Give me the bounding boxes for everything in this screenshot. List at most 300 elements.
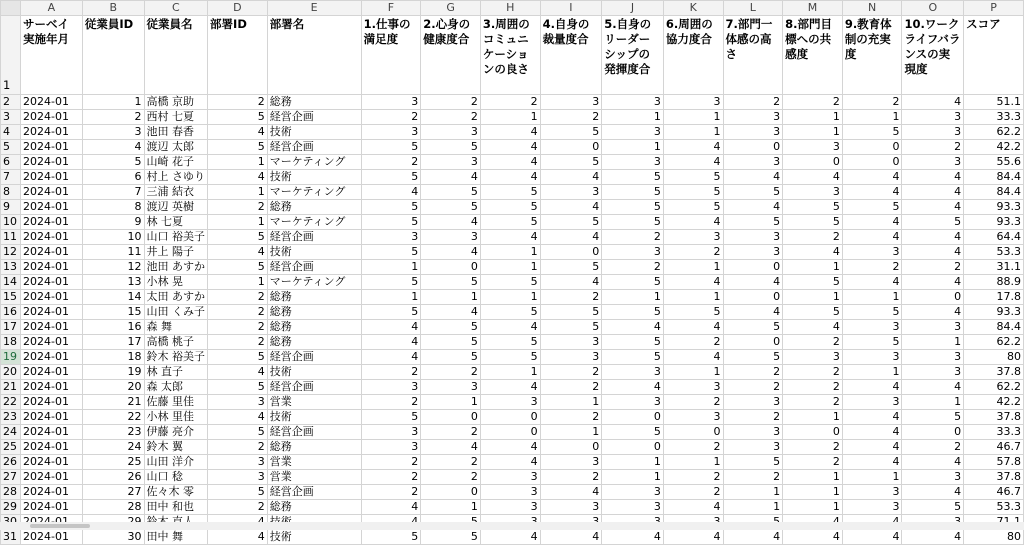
table-cell[interactable]: 5 [842,125,902,140]
column-header-p[interactable]: P [964,1,1024,16]
table-cell[interactable]: 5 [602,170,664,185]
table-cell[interactable]: 5 [421,335,481,350]
table-cell[interactable]: 4 [208,530,268,545]
table-cell[interactable]: 技術 [267,125,361,140]
table-cell[interactable]: 8 [82,200,144,215]
table-cell[interactable]: 2 [842,260,902,275]
table-cell[interactable]: 2024-01 [20,530,82,545]
table-cell[interactable]: 23 [82,425,144,440]
table-cell[interactable]: 5 [208,380,268,395]
table-cell[interactable]: 5 [602,335,664,350]
table-cell[interactable]: 1 [783,290,843,305]
table-cell[interactable]: 渡辺 太郎 [144,140,208,155]
table-cell[interactable]: 2 [902,440,964,455]
table-cell[interactable]: 営業 [267,395,361,410]
header-cell[interactable]: 9.教育体制の充実度 [842,16,902,95]
table-cell[interactable]: 5 [361,245,421,260]
table-cell[interactable]: 3 [540,185,602,200]
table-cell[interactable]: 経営企画 [267,140,361,155]
table-cell[interactable]: 4 [842,425,902,440]
table-cell[interactable]: 5 [783,275,843,290]
table-cell[interactable]: マーケティング [267,185,361,200]
table-cell[interactable]: 37.8 [964,410,1024,425]
table-cell[interactable]: 5 [540,125,602,140]
table-cell[interactable]: 5 [540,305,602,320]
table-cell[interactable]: 4 [842,380,902,395]
header-cell[interactable]: 7.部門一体感の高さ [723,16,783,95]
horizontal-scrollbar[interactable] [0,522,1024,530]
table-cell[interactable]: 1 [663,260,723,275]
table-cell[interactable]: 2 [421,365,481,380]
table-cell[interactable]: 42.2 [964,140,1024,155]
table-cell[interactable]: 0 [540,440,602,455]
table-cell[interactable]: 2 [208,200,268,215]
table-cell[interactable]: 4 [902,380,964,395]
table-cell[interactable]: 総務 [267,500,361,515]
table-cell[interactable]: 3 [783,350,843,365]
table-cell[interactable]: 5 [540,215,602,230]
table-cell[interactable]: 2 [663,395,723,410]
table-cell[interactable]: 6 [82,170,144,185]
table-cell[interactable]: 5 [602,305,664,320]
table-cell[interactable]: マーケティング [267,155,361,170]
table-cell[interactable]: 1 [480,245,540,260]
table-cell[interactable]: 3 [902,155,964,170]
table-cell[interactable]: 5 [602,185,664,200]
table-cell[interactable]: 3 [361,380,421,395]
table-cell[interactable]: 高橋 桃子 [144,335,208,350]
table-cell[interactable]: 4 [480,170,540,185]
table-cell[interactable]: 西村 七夏 [144,110,208,125]
table-cell[interactable]: 2024-01 [20,470,82,485]
table-cell[interactable]: 4 [208,365,268,380]
table-cell[interactable]: 5 [421,185,481,200]
table-cell[interactable]: 1 [663,365,723,380]
table-cell[interactable]: 5 [361,410,421,425]
table-cell[interactable]: 2 [361,155,421,170]
table-cell[interactable]: 93.3 [964,305,1024,320]
table-cell[interactable]: 0 [663,425,723,440]
table-cell[interactable]: 4 [540,230,602,245]
table-cell[interactable]: 4 [480,530,540,545]
table-cell[interactable]: 2024-01 [20,215,82,230]
table-cell[interactable]: 1 [540,395,602,410]
row-number[interactable]: 28 [1,485,21,500]
table-cell[interactable]: 1 [783,485,843,500]
table-cell[interactable]: 4 [602,380,664,395]
table-cell[interactable]: 3 [421,380,481,395]
header-cell[interactable]: 4.自身の裁量度合 [540,16,602,95]
table-cell[interactable]: 3 [842,395,902,410]
column-header-k[interactable]: K [663,1,723,16]
table-cell[interactable]: 1 [902,335,964,350]
table-cell[interactable]: 経営企画 [267,110,361,125]
table-cell[interactable]: 4 [723,200,783,215]
table-cell[interactable]: 4 [480,440,540,455]
table-cell[interactable]: 2 [208,440,268,455]
table-cell[interactable]: 3 [361,125,421,140]
column-header-c[interactable]: C [144,1,208,16]
table-cell[interactable]: 2 [663,485,723,500]
table-cell[interactable]: 4 [480,455,540,470]
table-cell[interactable]: 1 [663,110,723,125]
table-cell[interactable]: 営業 [267,455,361,470]
table-cell[interactable]: 経営企画 [267,350,361,365]
table-cell[interactable]: 2 [540,290,602,305]
table-cell[interactable]: 2 [540,470,602,485]
table-cell[interactable]: 2 [663,335,723,350]
table-cell[interactable]: 2 [421,455,481,470]
table-cell[interactable]: 技術 [267,245,361,260]
table-cell[interactable]: 3 [540,500,602,515]
table-cell[interactable]: 18 [82,350,144,365]
table-cell[interactable]: マーケティング [267,215,361,230]
table-cell[interactable]: 4 [842,275,902,290]
table-cell[interactable]: 0 [902,425,964,440]
table-cell[interactable]: 19 [82,365,144,380]
table-cell[interactable]: 3 [723,155,783,170]
table-cell[interactable]: 1 [602,290,664,305]
table-cell[interactable]: 1 [602,455,664,470]
table-cell[interactable]: 33.3 [964,425,1024,440]
table-cell[interactable]: 4 [602,530,664,545]
table-cell[interactable]: 総務 [267,440,361,455]
row-number[interactable]: 24 [1,425,21,440]
table-cell[interactable]: 技術 [267,365,361,380]
table-cell[interactable]: 2 [723,365,783,380]
table-cell[interactable]: 3 [902,470,964,485]
table-cell[interactable]: 55.6 [964,155,1024,170]
table-cell[interactable]: 1 [540,425,602,440]
table-cell[interactable]: 4 [723,530,783,545]
table-cell[interactable]: 21 [82,395,144,410]
table-cell[interactable]: 1 [783,110,843,125]
table-cell[interactable]: 3 [480,485,540,500]
table-cell[interactable]: 1 [602,140,664,155]
table-cell[interactable]: 64.4 [964,230,1024,245]
table-cell[interactable]: 5 [602,275,664,290]
table-cell[interactable]: 技術 [267,410,361,425]
table-cell[interactable]: 2 [208,95,268,110]
row-number[interactable]: 31 [1,530,21,545]
table-cell[interactable]: 技術 [267,170,361,185]
table-cell[interactable]: 5 [663,170,723,185]
table-cell[interactable]: 4 [783,530,843,545]
table-cell[interactable]: 小林 晃 [144,275,208,290]
table-cell[interactable]: 5 [361,530,421,545]
table-cell[interactable]: 93.3 [964,215,1024,230]
table-cell[interactable]: 3 [723,245,783,260]
table-cell[interactable]: 5 [902,410,964,425]
table-cell[interactable]: 11 [82,245,144,260]
table-cell[interactable]: 4 [663,500,723,515]
table-cell[interactable]: 2 [663,245,723,260]
table-cell[interactable]: 80 [964,350,1024,365]
table-cell[interactable]: 2024-01 [20,350,82,365]
row-number[interactable]: 14 [1,275,21,290]
table-cell[interactable]: 2 [723,470,783,485]
table-cell[interactable]: 1 [723,485,783,500]
table-cell[interactable]: 2 [421,470,481,485]
table-cell[interactable]: 池田 春香 [144,125,208,140]
table-cell[interactable]: 27 [82,485,144,500]
column-header-j[interactable]: J [602,1,664,16]
table-cell[interactable]: 2024-01 [20,425,82,440]
table-cell[interactable]: 2024-01 [20,125,82,140]
table-cell[interactable]: 山田 くみ子 [144,305,208,320]
table-cell[interactable]: 5 [421,320,481,335]
table-cell[interactable]: 5 [361,140,421,155]
table-cell[interactable]: 4 [208,410,268,425]
row-number[interactable]: 19 [1,350,21,365]
table-cell[interactable]: 2024-01 [20,155,82,170]
table-cell[interactable]: 31.1 [964,260,1024,275]
table-cell[interactable]: 3 [602,125,664,140]
table-cell[interactable]: 2 [783,335,843,350]
table-cell[interactable]: 2 [361,365,421,380]
table-cell[interactable]: 5 [208,110,268,125]
table-cell[interactable]: 3 [902,125,964,140]
row-number[interactable]: 5 [1,140,21,155]
table-cell[interactable]: 3 [723,395,783,410]
table-cell[interactable]: 4 [663,155,723,170]
table-cell[interactable]: 1 [602,110,664,125]
header-cell[interactable]: 部署名 [267,16,361,95]
table-cell[interactable]: 5 [723,350,783,365]
table-cell[interactable]: 3 [602,395,664,410]
table-cell[interactable]: 2 [540,380,602,395]
table-cell[interactable]: 2024-01 [20,230,82,245]
table-cell[interactable]: 5 [421,275,481,290]
row-number[interactable]: 25 [1,440,21,455]
table-cell[interactable]: 4 [663,215,723,230]
table-cell[interactable]: 2 [540,410,602,425]
table-cell[interactable]: 2024-01 [20,110,82,125]
table-cell[interactable]: 5 [602,200,664,215]
table-cell[interactable]: 2 [783,395,843,410]
table-cell[interactable]: 5 [540,260,602,275]
table-cell[interactable]: 4 [783,170,843,185]
header-cell[interactable]: 従業員名 [144,16,208,95]
header-cell[interactable]: 2.心身の健康度合 [421,16,481,95]
table-cell[interactable]: 1 [842,470,902,485]
header-cell[interactable]: 10.ワークライフバランスの実現度 [902,16,964,95]
row-number[interactable]: 17 [1,320,21,335]
table-cell[interactable]: 4 [480,320,540,335]
table-cell[interactable]: マーケティング [267,275,361,290]
table-cell[interactable]: 51.1 [964,95,1024,110]
table-cell[interactable]: 37.8 [964,470,1024,485]
table-cell[interactable]: 2 [208,305,268,320]
table-cell[interactable]: 5 [208,350,268,365]
table-cell[interactable]: 5 [421,200,481,215]
row-number[interactable]: 20 [1,365,21,380]
table-cell[interactable]: 4 [663,275,723,290]
column-header-f[interactable]: F [361,1,421,16]
table-cell[interactable]: 3 [480,395,540,410]
table-cell[interactable]: 0 [723,335,783,350]
table-cell[interactable]: 4 [902,185,964,200]
table-cell[interactable]: 3 [602,95,664,110]
table-cell[interactable]: 2024-01 [20,95,82,110]
table-cell[interactable]: 1 [480,110,540,125]
table-cell[interactable]: 46.7 [964,440,1024,455]
column-header-h[interactable]: H [480,1,540,16]
table-cell[interactable]: 62.2 [964,335,1024,350]
table-cell[interactable]: 3 [902,365,964,380]
table-cell[interactable]: 4 [361,500,421,515]
table-cell[interactable]: 4 [480,140,540,155]
table-cell[interactable]: 林 七夏 [144,215,208,230]
table-cell[interactable]: 12 [82,260,144,275]
column-header-n[interactable]: N [842,1,902,16]
table-cell[interactable]: 4 [902,455,964,470]
table-cell[interactable]: 1 [208,275,268,290]
table-cell[interactable]: 2024-01 [20,410,82,425]
row-number[interactable]: 11 [1,230,21,245]
table-cell[interactable]: 4 [540,530,602,545]
table-cell[interactable]: 0 [783,155,843,170]
table-cell[interactable]: 4 [842,230,902,245]
table-cell[interactable]: 3 [842,500,902,515]
column-header-d[interactable]: D [208,1,268,16]
table-cell[interactable]: 4 [902,275,964,290]
row-number[interactable]: 15 [1,290,21,305]
table-cell[interactable]: 経営企画 [267,485,361,500]
table-cell[interactable]: 5 [208,230,268,245]
table-cell[interactable]: 1 [783,260,843,275]
table-cell[interactable]: 2024-01 [20,140,82,155]
table-cell[interactable]: 3 [902,350,964,365]
table-cell[interactable]: 2024-01 [20,335,82,350]
table-cell[interactable]: 4 [902,170,964,185]
table-cell[interactable]: 4 [540,485,602,500]
table-cell[interactable]: 4 [902,230,964,245]
table-cell[interactable]: 2 [902,140,964,155]
table-cell[interactable]: 4 [421,170,481,185]
table-cell[interactable]: 62.2 [964,380,1024,395]
header-cell[interactable]: スコア [964,16,1024,95]
table-cell[interactable]: 4 [421,440,481,455]
table-cell[interactable]: 4 [842,455,902,470]
table-cell[interactable]: 5 [480,215,540,230]
table-cell[interactable]: 0 [421,260,481,275]
table-cell[interactable]: 4 [723,275,783,290]
table-cell[interactable]: 5 [783,200,843,215]
row-number[interactable]: 21 [1,380,21,395]
table-cell[interactable]: 13 [82,275,144,290]
table-cell[interactable]: 1 [783,470,843,485]
table-cell[interactable]: 2024-01 [20,245,82,260]
table-cell[interactable]: 2024-01 [20,290,82,305]
table-cell[interactable]: 3 [540,350,602,365]
table-cell[interactable]: 0 [421,485,481,500]
table-cell[interactable]: 5 [723,185,783,200]
table-cell[interactable]: 2024-01 [20,500,82,515]
table-cell[interactable]: 3 [842,245,902,260]
table-cell[interactable]: 2 [902,260,964,275]
table-cell[interactable]: 88.9 [964,275,1024,290]
table-cell[interactable]: 3 [783,140,843,155]
table-cell[interactable]: 4 [902,530,964,545]
table-cell[interactable]: 鈴木 裕美子 [144,350,208,365]
row-number[interactable]: 1 [1,16,21,95]
table-cell[interactable]: 4 [208,170,268,185]
table-cell[interactable]: 佐藤 里佳 [144,395,208,410]
table-cell[interactable]: 2 [208,335,268,350]
table-cell[interactable]: 2024-01 [20,395,82,410]
scrollbar-thumb[interactable] [30,524,90,528]
table-cell[interactable]: 0 [480,425,540,440]
table-cell[interactable]: 4 [421,305,481,320]
table-cell[interactable]: 5 [902,215,964,230]
table-cell[interactable]: 2 [208,320,268,335]
table-cell[interactable]: 1 [421,500,481,515]
table-cell[interactable]: 22 [82,410,144,425]
table-cell[interactable]: 5 [602,425,664,440]
table-cell[interactable]: 3 [602,365,664,380]
table-cell[interactable]: 93.3 [964,200,1024,215]
table-cell[interactable]: 5 [82,155,144,170]
table-cell[interactable]: 森 舞 [144,320,208,335]
table-cell[interactable]: 2024-01 [20,275,82,290]
header-cell[interactable]: 5.自身のリーダーシップの発揮度合 [602,16,664,95]
table-cell[interactable]: 森 太郎 [144,380,208,395]
table-cell[interactable]: 4 [902,95,964,110]
row-number[interactable]: 8 [1,185,21,200]
table-cell[interactable]: 3 [663,95,723,110]
table-cell[interactable]: 0 [723,290,783,305]
table-cell[interactable]: 2 [208,500,268,515]
table-cell[interactable]: 5 [663,200,723,215]
table-cell[interactable]: 4 [480,380,540,395]
table-cell[interactable]: 4 [602,320,664,335]
table-cell[interactable]: 3 [663,410,723,425]
table-cell[interactable]: 経営企画 [267,260,361,275]
header-cell[interactable]: 部署ID [208,16,268,95]
table-cell[interactable]: 3 [540,95,602,110]
table-cell[interactable]: 17.8 [964,290,1024,305]
row-number[interactable]: 23 [1,410,21,425]
table-cell[interactable]: 5 [663,305,723,320]
table-cell[interactable]: 三浦 結衣 [144,185,208,200]
table-cell[interactable]: 3 [663,380,723,395]
table-cell[interactable]: 2024-01 [20,485,82,500]
table-cell[interactable]: 5 [602,350,664,365]
table-cell[interactable]: 5 [783,215,843,230]
header-cell[interactable]: サーベイ実施年月 [20,16,82,95]
table-cell[interactable]: 2 [783,95,843,110]
table-cell[interactable]: 2 [723,410,783,425]
table-cell[interactable]: 3 [540,455,602,470]
table-cell[interactable]: 4 [663,530,723,545]
table-cell[interactable]: 3 [480,470,540,485]
table-cell[interactable]: 5 [480,275,540,290]
table-cell[interactable]: 5 [208,260,268,275]
column-header-a[interactable]: A [20,1,82,16]
table-cell[interactable]: 15 [82,305,144,320]
table-cell[interactable]: 2024-01 [20,365,82,380]
table-cell[interactable]: 5 [421,530,481,545]
table-cell[interactable]: 4 [663,320,723,335]
header-cell[interactable]: 8.部門目標への共感度 [783,16,843,95]
table-cell[interactable]: 2024-01 [20,260,82,275]
table-cell[interactable]: 1 [602,470,664,485]
table-cell[interactable]: 3 [480,500,540,515]
table-cell[interactable]: 総務 [267,335,361,350]
table-cell[interactable]: 5 [480,350,540,365]
table-cell[interactable]: 4 [361,320,421,335]
